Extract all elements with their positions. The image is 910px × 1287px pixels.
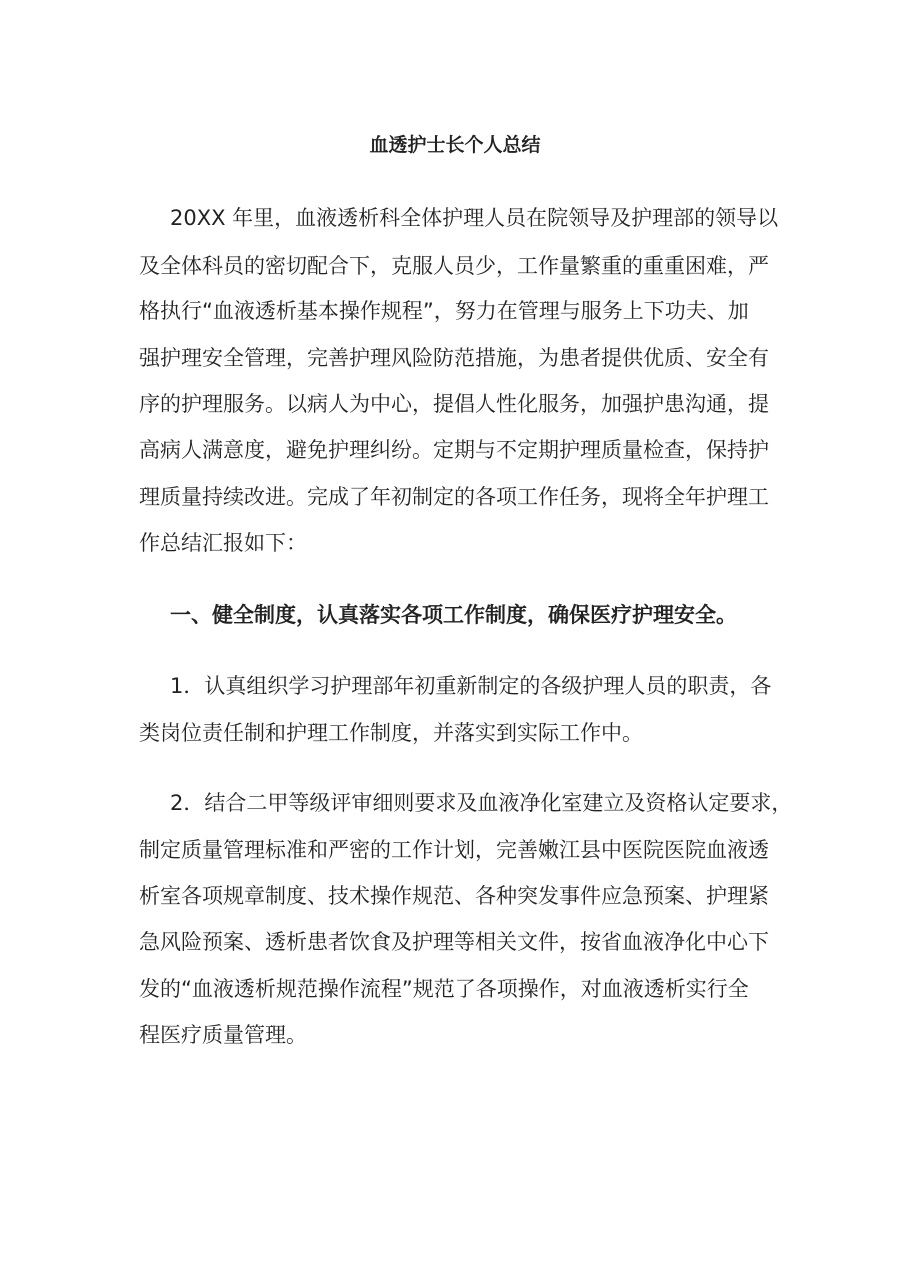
item2-line-2: 制定质量管理标准和严密的工作计划，完善嫩江县中医院医院血液透 <box>139 838 769 862</box>
item1-line-2: 类岗位责任制和护理工作制度，并落实到实际工作中。 <box>139 721 643 745</box>
intro-line-8: 作总结汇报如下： <box>139 531 307 555</box>
item1-line-1: 1．认真组织学习护理部年初重新制定的各级护理人员的职责，各 <box>170 674 772 698</box>
item2-line-3: 析室各项规章制度、技术操作规范、各种突发事件应急预案、护理紧 <box>139 884 769 908</box>
section-heading-1: 一、健全制度，认真落实各项工作制度，确保医疗护理安全。 <box>170 603 737 627</box>
intro-line-4: 强护理安全管理，完善护理风险防范措施，为患者提供优质、安全有 <box>139 346 769 370</box>
intro-line-1: 20XX 年里，血液透析科全体护理人员在院领导及护理部的领导以 <box>170 206 779 230</box>
intro-line-7: 理质量持续改进。完成了年初制定的各项工作任务，现将全年护理工 <box>139 485 769 509</box>
intro-line-5: 序的护理服务。以病人为中心，提倡人性化服务，加强护患沟通，提 <box>139 392 769 416</box>
item2-line-4: 急风险预案、透析患者饮食及护理等相关文件，按省血液净化中心下 <box>139 930 769 954</box>
intro-line-6: 高病人满意度，避免护理纠纷。定期与不定期护理质量检查，保持护 <box>139 438 769 462</box>
intro-line-3: 格执行“血液透析基本操作规程”，努力在管理与服务上下功夫、加 <box>139 299 749 323</box>
item2-line-6: 程医疗质量管理。 <box>139 1023 307 1047</box>
intro-line-2: 及全体科员的密切配合下，克服人员少，工作量繁重的重重困难，严 <box>139 254 769 278</box>
item2-line-1: 2．结合二甲等级评审细则要求及血液净化室建立及资格认定要求， <box>170 791 793 815</box>
document-title: 血透护士长个人总结 <box>369 134 541 156</box>
item2-line-5: 发的“血液透析规范操作流程”规范了各项操作，对血液透析实行全 <box>139 977 749 1001</box>
